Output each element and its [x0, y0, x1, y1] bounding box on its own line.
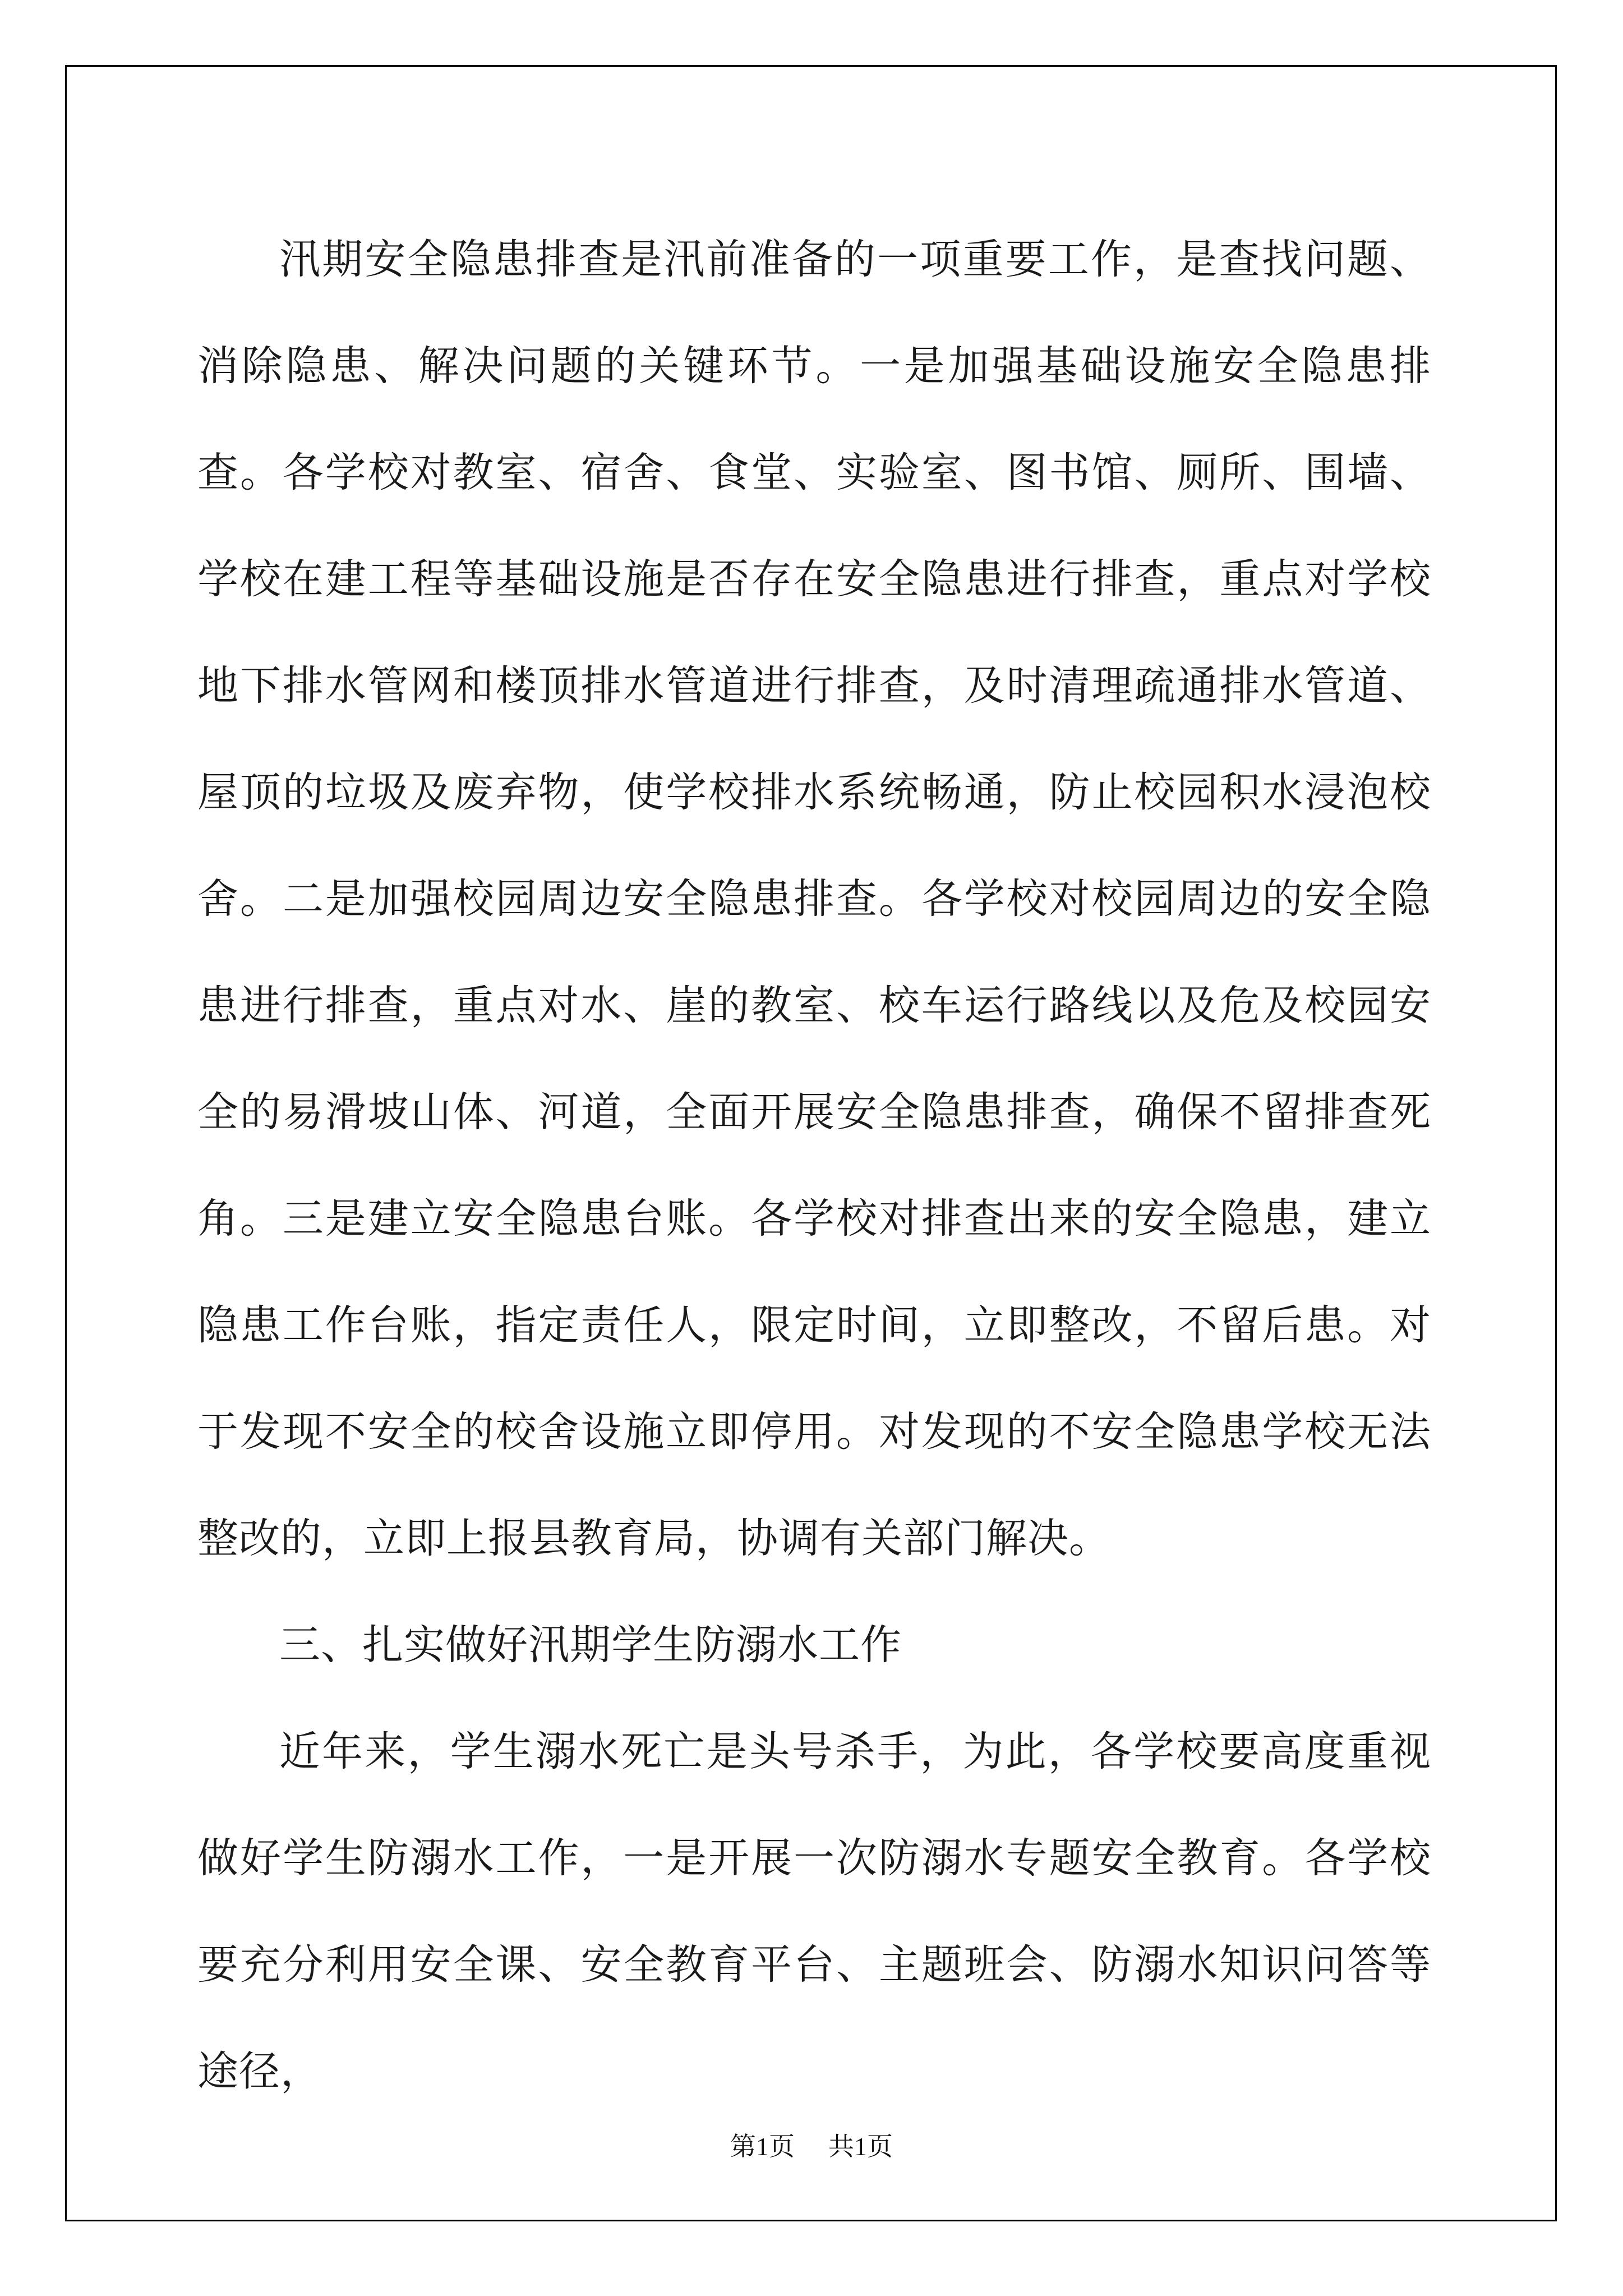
- paragraph-hazard-inspection: 汛期安全隐患排查是汛前准备的一项重要工作，是查找问题、消除隐患、解决问题的关键环节。一是加强基础设施安全隐患排查。各学校对教室、宿舍、食堂、实验室、图书馆、厕所、围墙、学校在建工程等基础设施是否存在安全隐患进行排查，重点对学校地下排水管网和楼顶排水管道进行排查，及时清理疏通排水管道、屋顶的垃圾及废弃物，使学校排水系统畅通，防止校园积水浸泡校舍。二是加强校园周边安全隐患排查。各学校对校园周边的安全隐患进行排查，重点对水、崖的教室、校车运行路线以及危及校园安全的易滑坡山体、河道，全面开展安全隐患排查，确保不留排查死角。三是建立安全隐患台账。各学校对排查出来的安全隐患，建立隐患工作台账，指定责任人，限定时间，立即整改，不留后患。对于发现不安全的校舍设施立即停用。对发现的不安全隐患学校无法整改的，立即上报县教育局，协调有关部门解决。: [197, 236, 1431, 1562]
- page-total: 共1页: [828, 2132, 893, 2161]
- paragraph-drowning-prevention: 近年来，学生溺水死亡是头号杀手，为此，各学校要高度重视做好学生防溺水工作，一是开展一次防溺水专题安全教育。各学校要充分利用安全课、安全教育平台、主题班会、防溺水知识问答等途径，: [197, 1728, 1431, 2095]
- section-heading: 三、扎实做好汛期学生防溺水工作: [279, 1621, 902, 1669]
- document-body: [197, 206, 1431, 2125]
- page-footer: [0, 2126, 1623, 2163]
- page-number: 第1页: [730, 2132, 795, 2161]
